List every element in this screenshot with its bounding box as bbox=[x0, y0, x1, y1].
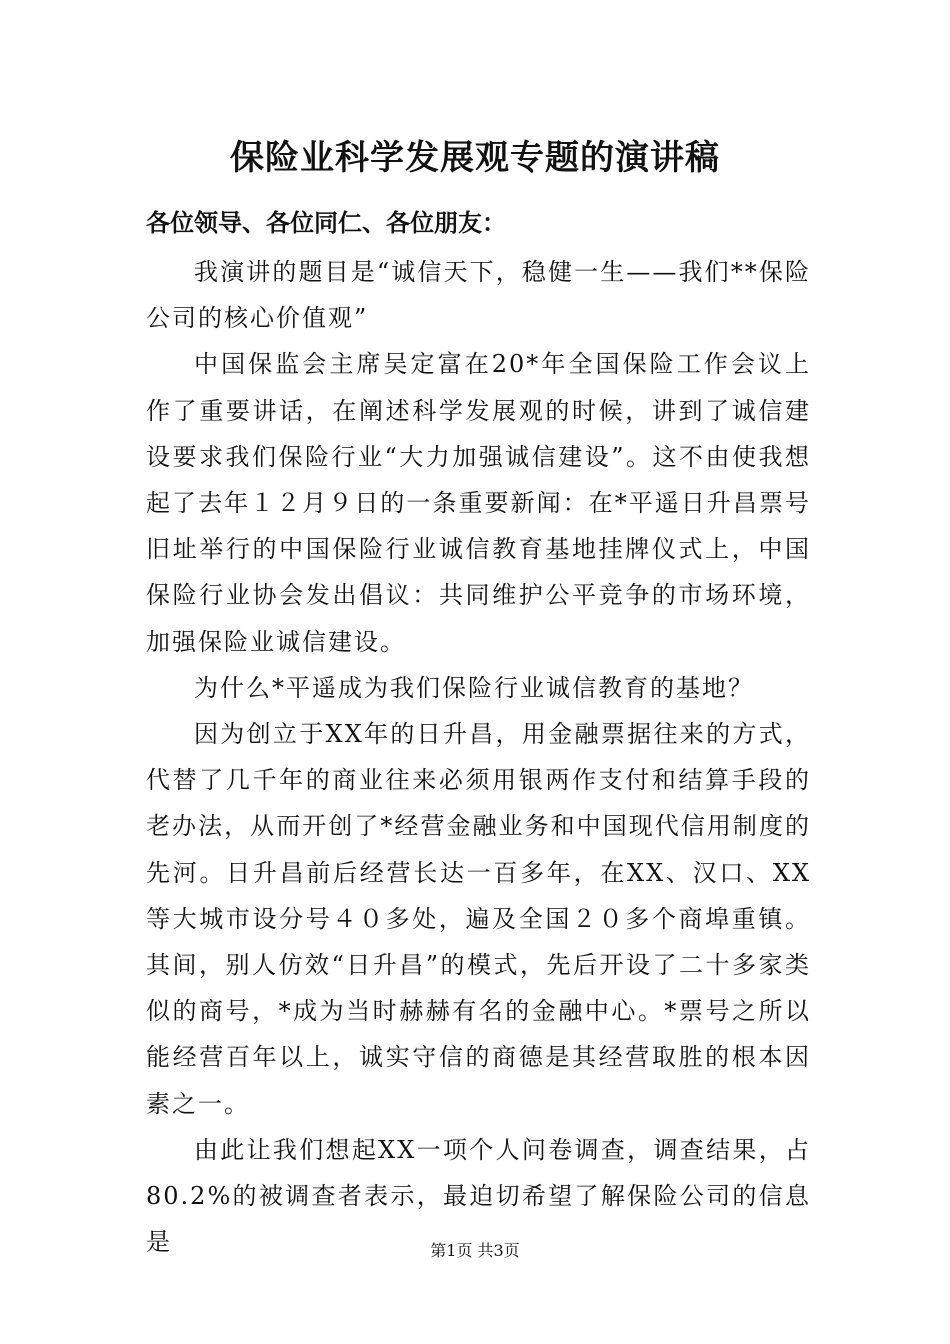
paragraph: 中国保监会主席吴定富在20*年全国保险工作会议上作了重要讲话，在阐述科学发展观的时候，讲到了诚信建设要求我们保险行业“大力加强诚信建设”。这不由使我想起了去年１２月９日的一条重要新闻：在*平遥日升昌票号旧址举行的中国保险行业诚信教育基地挂牌仪式上，中国保险行业协会发出倡议：共同维护公平竞争的市场环境，加强保险业诚信建设。 bbox=[146, 350, 811, 656]
paragraph: 由此让我们想起XX一项个人问卷调查，调查结果，占80.2%的被调查者表示，最迫切希望了解保险公司的信息是 bbox=[146, 1135, 811, 1257]
paragraph: 我演讲的题目是“诚信天下，稳健一生——我们**保险公司的核心价值观” bbox=[146, 258, 811, 333]
document-title: 保险业科学发展观专题的演讲稿 bbox=[230, 138, 720, 178]
paragraph: 因为创立于XX年的日升昌，用金融票据往来的方式，代替了几千年的商业往来必须用银两作支付和结算手段的老办法，从而开创了*经营金融业务和中国现代信用制度的先河。日升昌前后经营长达一百多年，在XX、汉口、XX等大城市设分号４０多处，遍及全国２０多个商埠重镇。其间，别人仿效“日升昌”的模式，先后开设了二十多家类似的商号，*成为当时赫赫有名的金融中心。*票号之所以能经营百年以上，诚实守信的商德是其经营取胜的根本因素之一。 bbox=[146, 720, 811, 1118]
page-number: 第1页 共3页 bbox=[430, 1241, 520, 1260]
document-body bbox=[146, 249, 811, 1265]
salutation: 各位领导、各位同仁、各位朋友： bbox=[146, 209, 506, 237]
paragraph: 为什么*平遥成为我们保险行业诚信教育的基地？ bbox=[194, 673, 754, 702]
